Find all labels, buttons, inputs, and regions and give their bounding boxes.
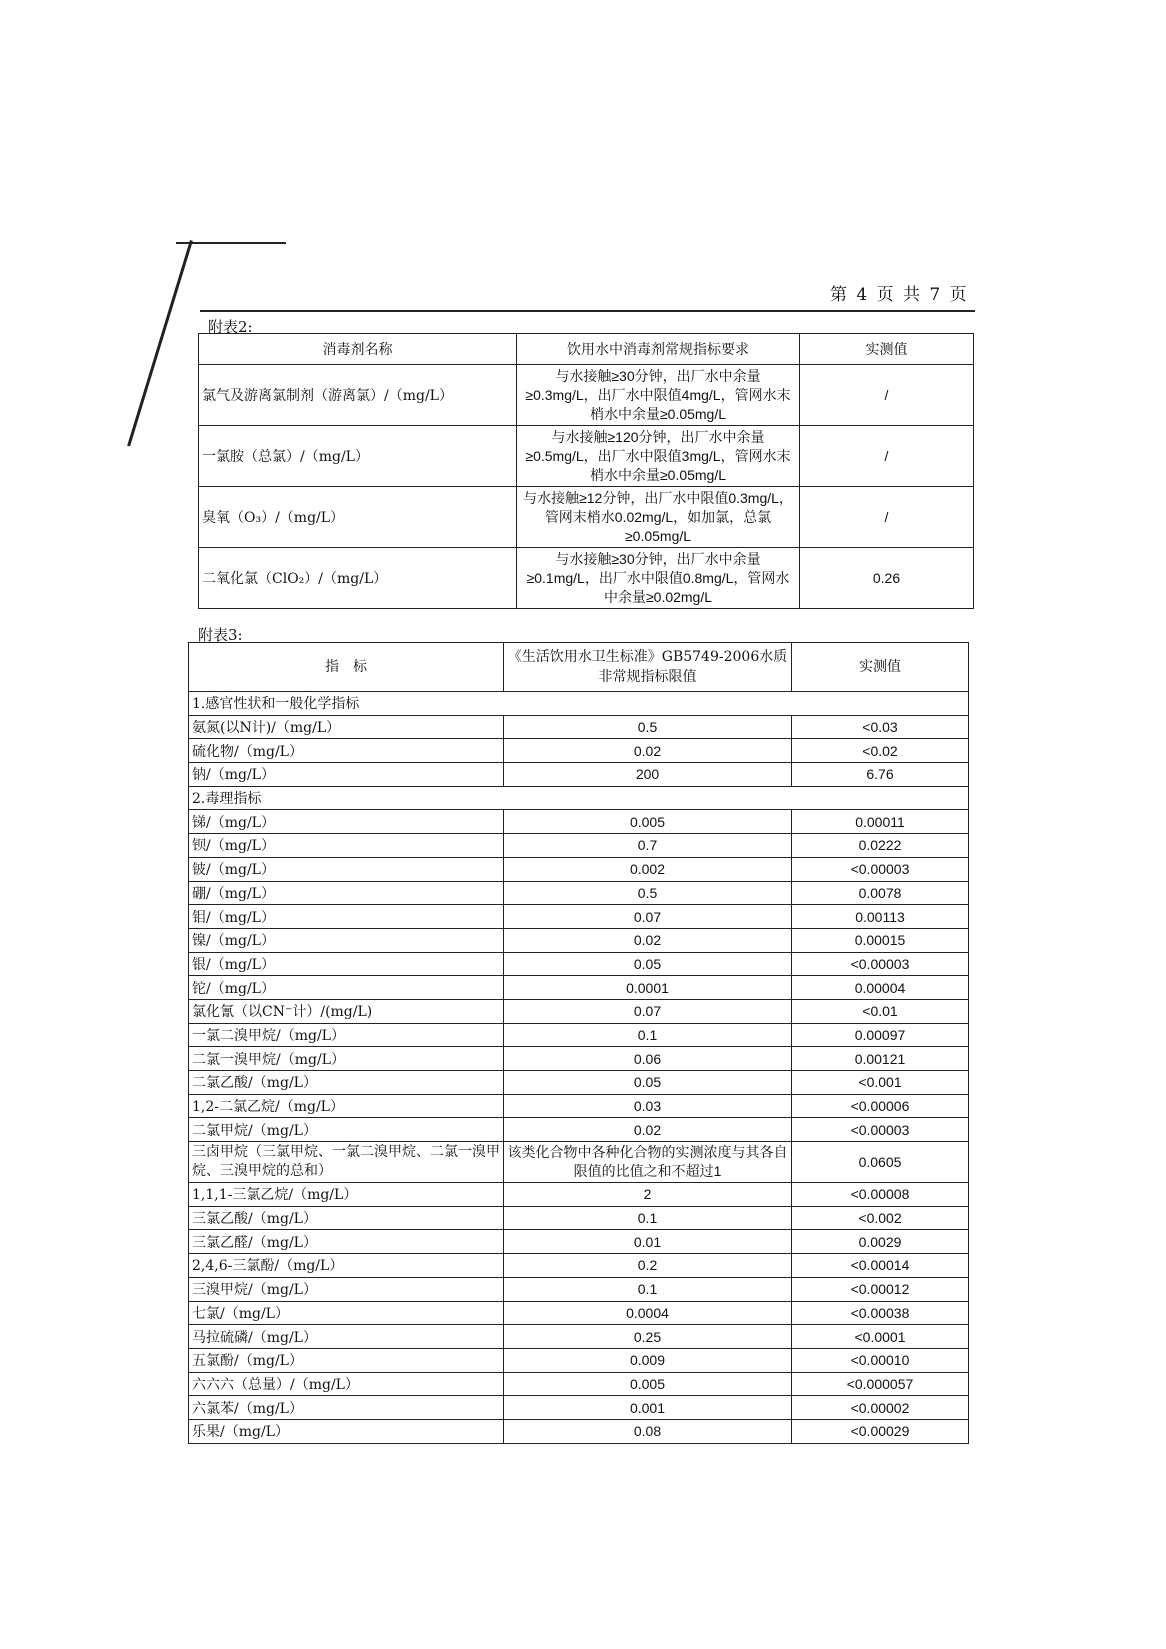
indicator-name-cell: 五氯酚/（mg/L） [189, 1348, 504, 1372]
indicator-name-cell: 氨氮(以N计)/（mg/L） [189, 715, 504, 739]
section-row [189, 692, 969, 716]
limit-cell: 0.5 [504, 881, 792, 905]
indicator-name-cell: 二氧化氯（ClO₂）/（mg/L） [199, 548, 517, 609]
indicator-name-cell: 六六六（总量）/（mg/L） [189, 1372, 504, 1396]
indicator-name-cell: 六氯苯/（mg/L） [189, 1396, 504, 1420]
page-number: 第 4 页 共 7 页 [830, 285, 969, 305]
measured-value-cell: 0.00121 [792, 1047, 969, 1071]
limit-cell: 与水接触≥120分钟，出厂水中余量≥0.5mg/L，出厂水中限值3mg/L，管网水末梢水中余量≥0.05mg/L [517, 426, 800, 487]
table-row [189, 1094, 969, 1118]
table-row [189, 1372, 969, 1396]
indicator-name-cell: 锑/（mg/L） [189, 810, 504, 834]
table-row [189, 1348, 969, 1372]
measured-value-cell: <0.02 [792, 739, 969, 763]
column-header: 《生活饮用水卫生标准》GB5749-2006水质非常规指标限值 [504, 643, 792, 692]
indicator-name-cell: 三溴甲烷/（mg/L） [189, 1277, 504, 1301]
limit-cell: 0.07 [504, 905, 792, 929]
indicator-name-cell: 钠/（mg/L） [189, 763, 504, 787]
limit-cell: 0.0004 [504, 1301, 792, 1325]
measured-value-cell: <0.00003 [792, 1118, 969, 1142]
limit-cell: 0.005 [504, 1372, 792, 1396]
table-row [189, 952, 969, 976]
table-row [189, 1419, 969, 1443]
table-row [189, 857, 969, 881]
table-row [189, 739, 969, 763]
table-row [189, 1047, 969, 1071]
table-row [189, 1325, 969, 1349]
scan-mark-stroke [127, 240, 193, 446]
measured-value-cell: <0.00003 [792, 952, 969, 976]
indicator-name-cell: 硼/（mg/L） [189, 881, 504, 905]
measured-value-cell: 0.0029 [792, 1230, 969, 1254]
indicator-name-cell: 镍/（mg/L） [189, 928, 504, 952]
table-row [189, 1071, 969, 1095]
table-row [189, 1142, 969, 1183]
limit-cell: 0.7 [504, 834, 792, 858]
column-header: 指 标 [189, 643, 504, 692]
table-row [189, 928, 969, 952]
measured-value-cell: <0.002 [792, 1206, 969, 1230]
limit-cell: 与水接触≥30分钟，出厂水中余量≥0.1mg/L，出厂水中限值0.8mg/L，管网水中余量≥0.02mg/L [517, 548, 800, 609]
table-row [189, 881, 969, 905]
table-row [189, 905, 969, 929]
measured-value-cell: <0.00006 [792, 1094, 969, 1118]
measured-value-cell: 0.0605 [792, 1142, 969, 1183]
limit-cell: 0.005 [504, 810, 792, 834]
table-header-row [199, 334, 974, 365]
table-row [189, 1230, 969, 1254]
table-row [189, 1277, 969, 1301]
limit-cell: 0.1 [504, 1023, 792, 1047]
measured-value-cell: 0.0078 [792, 881, 969, 905]
limit-cell: 0.1 [504, 1277, 792, 1301]
measured-value-cell: / [800, 365, 974, 426]
indicator-name-cell: 七氯/（mg/L） [189, 1301, 504, 1325]
column-header: 实测值 [792, 643, 969, 692]
measured-value-cell: <0.0001 [792, 1325, 969, 1349]
limit-cell: 0.0001 [504, 976, 792, 1000]
limit-cell: 0.009 [504, 1348, 792, 1372]
limit-cell: 该类化合物中各种化合物的实测浓度与其各自限值的比值之和不超过1 [504, 1142, 792, 1183]
table-row [189, 1254, 969, 1278]
table-row [199, 487, 974, 548]
indicator-name-cell: 氯气及游离氯制剂（游离氯）/（mg/L） [199, 365, 517, 426]
indicator-name-cell: 氯化氰（以CN⁻计）/(mg/L) [189, 999, 504, 1023]
indicator-table [188, 642, 969, 1444]
table-row [189, 834, 969, 858]
table-header-row [189, 643, 969, 692]
indicator-name-cell: 2,4,6-三氯酚/（mg/L） [189, 1254, 504, 1278]
measured-value-cell: 0.00097 [792, 1023, 969, 1047]
table-row [199, 426, 974, 487]
column-header: 实测值 [800, 334, 974, 365]
table-row [199, 548, 974, 609]
limit-cell: 与水接触≥30分钟，出厂水中余量≥0.3mg/L，出厂水中限值4mg/L，管网水末梢水中余量≥0.05mg/L [517, 365, 800, 426]
table-row [189, 999, 969, 1023]
indicator-name-cell: 二氯一溴甲烷/（mg/L） [189, 1047, 504, 1071]
indicator-name-cell: 银/（mg/L） [189, 952, 504, 976]
indicator-name-cell: 乐果/（mg/L） [189, 1419, 504, 1443]
limit-cell: 0.002 [504, 857, 792, 881]
limit-cell: 0.2 [504, 1254, 792, 1278]
measured-value-cell: / [800, 487, 974, 548]
indicator-name-cell: 三氯乙酸/（mg/L） [189, 1206, 504, 1230]
limit-cell: 0.05 [504, 1071, 792, 1095]
section-row [189, 786, 969, 810]
limit-cell: 0.001 [504, 1396, 792, 1420]
limit-cell: 0.02 [504, 739, 792, 763]
indicator-name-cell: 马拉硫磷/（mg/L） [189, 1325, 504, 1349]
table-row [199, 365, 974, 426]
measured-value-cell: / [800, 426, 974, 487]
indicator-name-cell: 一氯胺（总氯）/（mg/L） [199, 426, 517, 487]
measured-value-cell: <0.00010 [792, 1348, 969, 1372]
measured-value-cell: 0.00004 [792, 976, 969, 1000]
indicator-name-cell: 一氯二溴甲烷/（mg/L） [189, 1023, 504, 1047]
limit-cell: 0.02 [504, 928, 792, 952]
indicator-name-cell: 臭氧（O₃）/（mg/L） [199, 487, 517, 548]
limit-cell: 0.05 [504, 952, 792, 976]
indicator-name-cell: 二氯乙酸/（mg/L） [189, 1071, 504, 1095]
limit-cell: 0.25 [504, 1325, 792, 1349]
table-row [189, 1396, 969, 1420]
limit-cell: 0.01 [504, 1230, 792, 1254]
measured-value-cell: 0.00011 [792, 810, 969, 834]
section-title: 2.毒理指标 [189, 786, 969, 810]
indicator-name-cell: 二氯甲烷/（mg/L） [189, 1118, 504, 1142]
table2-caption: 附表2: [208, 318, 253, 336]
limit-cell: 0.02 [504, 1118, 792, 1142]
section-title: 1.感官性状和一般化学指标 [189, 692, 969, 716]
table-row [189, 715, 969, 739]
header-rule [200, 310, 975, 312]
measured-value-cell: <0.03 [792, 715, 969, 739]
limit-cell: 0.06 [504, 1047, 792, 1071]
measured-value-cell: <0.00002 [792, 1396, 969, 1420]
column-header: 消毒剂名称 [199, 334, 517, 365]
limit-cell: 0.07 [504, 999, 792, 1023]
indicator-name-cell: 1,2-二氯乙烷/（mg/L） [189, 1094, 504, 1118]
measured-value-cell: 6.76 [792, 763, 969, 787]
measured-value-cell: 0.0222 [792, 834, 969, 858]
measured-value-cell: <0.001 [792, 1071, 969, 1095]
indicator-name-cell: 钡/（mg/L） [189, 834, 504, 858]
limit-cell: 0.08 [504, 1419, 792, 1443]
scan-mark-line [176, 242, 286, 244]
measured-value-cell: <0.000057 [792, 1372, 969, 1396]
table-row [189, 1183, 969, 1207]
measured-value-cell: <0.01 [792, 999, 969, 1023]
table-row [189, 810, 969, 834]
indicator-name-cell: 铍/（mg/L） [189, 857, 504, 881]
table-row [189, 1118, 969, 1142]
limit-cell: 200 [504, 763, 792, 787]
indicator-name-cell: 三氯乙醛/（mg/L） [189, 1230, 504, 1254]
limit-cell: 0.03 [504, 1094, 792, 1118]
measured-value-cell: <0.00038 [792, 1301, 969, 1325]
limit-cell: 2 [504, 1183, 792, 1207]
indicator-name-cell: 1,1,1-三氯乙烷/（mg/L） [189, 1183, 504, 1207]
limit-cell: 0.5 [504, 715, 792, 739]
column-header: 饮用水中消毒剂常规指标要求 [517, 334, 800, 365]
disinfectant-table [198, 333, 974, 609]
measured-value-cell: 0.00015 [792, 928, 969, 952]
indicator-name-cell: 钼/（mg/L） [189, 905, 504, 929]
measured-value-cell: <0.00029 [792, 1419, 969, 1443]
table3-caption: 附表3: [198, 626, 243, 644]
table-row [189, 976, 969, 1000]
measured-value-cell: <0.00008 [792, 1183, 969, 1207]
indicator-name-cell: 三卤甲烷（三氯甲烷、一氯二溴甲烷、二氯一溴甲烷、三溴甲烷的总和） [189, 1142, 504, 1183]
indicator-name-cell: 硫化物/（mg/L） [189, 739, 504, 763]
measured-value-cell: 0.00113 [792, 905, 969, 929]
measured-value-cell: <0.00003 [792, 857, 969, 881]
table-row [189, 1301, 969, 1325]
limit-cell: 与水接触≥12分钟，出厂水中限值0.3mg/L，管网末梢水0.02mg/L，如加氯，总氯≥0.05mg/L [517, 487, 800, 548]
table-row [189, 1206, 969, 1230]
indicator-name-cell: 铊/（mg/L） [189, 976, 504, 1000]
measured-value-cell: <0.00014 [792, 1254, 969, 1278]
table-row [189, 763, 969, 787]
measured-value-cell: 0.26 [800, 548, 974, 609]
table-row [189, 1023, 969, 1047]
limit-cell: 0.1 [504, 1206, 792, 1230]
measured-value-cell: <0.00012 [792, 1277, 969, 1301]
